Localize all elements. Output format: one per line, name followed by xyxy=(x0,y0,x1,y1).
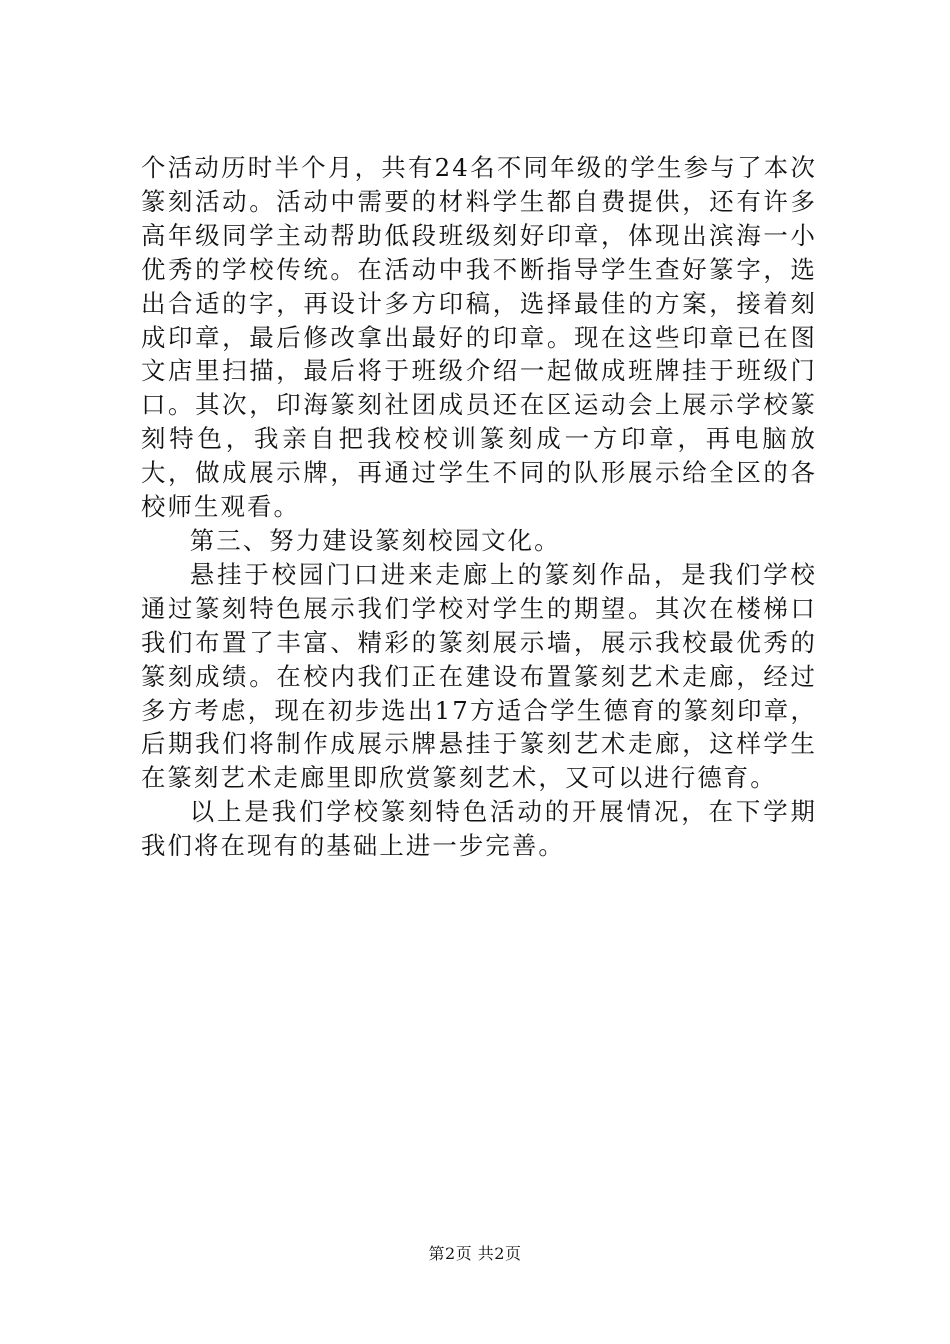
paragraph-campus-culture: 悬挂于校园门口进来走廊上的篆刻作品，是我们学校通过篆刻特色展示我们学校对学生的期望。其次在楼梯口我们布置了丰富、精彩的篆刻展示墙，展示我校最优秀的篆刻成绩。在校内我们正在建设布置篆刻艺术走廊，经过多方考虑，现在初步选出17方适合学生德育的篆刻印章，后期我们将制作成展示牌悬挂于篆刻艺术走廊，这样学生在篆刻艺术走廊里即欣赏篆刻艺术，又可以进行德育。 xyxy=(141,559,817,793)
paragraph-activity-summary: 个活动历时半个月，共有24名不同年级的学生参与了本次篆刻活动。活动中需要的材料学生都自费提供，还有许多高年级同学主动帮助低段班级刻好印章，体现出滨海一小优秀的学校传统。在活动中我不断指导学生查好篆字，选出合适的字，再设计多方印稿，选择最佳的方案，接着刻成印章，最后修改拿出最好的印章。现在这些印章已在图文店里扫描，最后将于班级介绍一起做成班牌挂于班级门口。其次，印海篆刻社团成员还在区运动会上展示学校篆刻特色，我亲自把我校校训篆刻成一方印章，再电脑放大，做成展示牌，再通过学生不同的队形展示给全区的各校师生观看。 xyxy=(141,153,817,522)
paragraph-conclusion: 以上是我们学校篆刻特色活动的开展情况，在下学期我们将在现有的基础上进一步完善。 xyxy=(141,797,817,861)
paragraph-section-heading: 第三、努力建设篆刻校园文化。 xyxy=(189,525,561,555)
document-body xyxy=(141,151,817,863)
page-number-footer: 第2页 共2页 xyxy=(428,1244,522,1263)
